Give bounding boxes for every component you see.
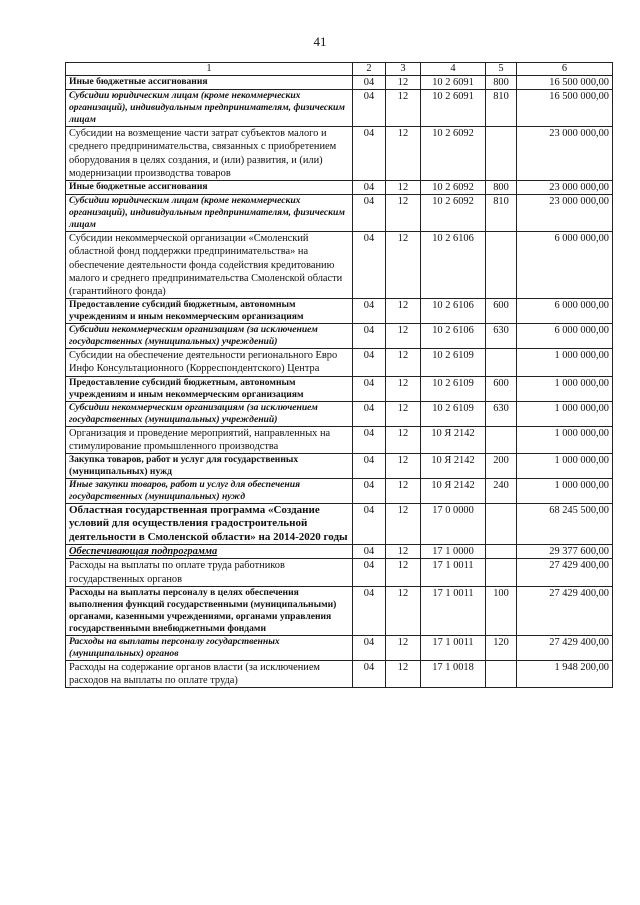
expense-type-code: 600 xyxy=(486,299,517,324)
subsection-code: 12 xyxy=(386,195,421,232)
item-name: Субсидии юридическим лицам (кроме некоммерческих организаций), индивидуальным предпринимателям, физическим лицам xyxy=(66,90,353,127)
section-code: 04 xyxy=(353,376,386,401)
table-row xyxy=(66,454,613,479)
expense-type-code: 100 xyxy=(486,586,517,635)
item-name: Расходы на выплаты персоналу государственных (муниципальных) органов xyxy=(66,635,353,660)
item-name: Расходы на выплаты персоналу в целях обеспечения выполнения функций государственными (муниципальными) органами, казенными учреждениями, органами управления государственными внебюджетными фондами xyxy=(66,586,353,635)
subsection-code: 12 xyxy=(386,479,421,504)
expense-type-code xyxy=(486,660,517,687)
header-cell: 3 xyxy=(386,63,421,76)
item-name: Иные закупки товаров, работ и услуг для обеспечения государственных (муниципальных) нужд xyxy=(66,479,353,504)
amount: 6 000 000,00 xyxy=(517,232,613,299)
amount: 27 429 400,00 xyxy=(517,559,613,586)
target-article-code: 10 2 6092 xyxy=(421,195,486,232)
table-row xyxy=(66,376,613,401)
table-row xyxy=(66,426,613,453)
item-name: Субсидии юридическим лицам (кроме некоммерческих организаций), индивидуальным предпринимателям, физическим лицам xyxy=(66,195,353,232)
expense-type-code: 800 xyxy=(486,76,517,90)
subsection-code: 12 xyxy=(386,426,421,453)
section-code: 04 xyxy=(353,660,386,687)
amount: 1 000 000,00 xyxy=(517,454,613,479)
amount: 1 000 000,00 xyxy=(517,401,613,426)
amount: 23 000 000,00 xyxy=(517,181,613,195)
section-code: 04 xyxy=(353,181,386,195)
section-code: 04 xyxy=(353,232,386,299)
subsection-code: 12 xyxy=(386,545,421,559)
table-row xyxy=(66,324,613,349)
expense-type-code: 120 xyxy=(486,635,517,660)
expense-type-code: 630 xyxy=(486,324,517,349)
table-row xyxy=(66,559,613,586)
target-article-code: 10 2 6109 xyxy=(421,376,486,401)
subsection-code: 12 xyxy=(386,454,421,479)
item-name: Предоставление субсидий бюджетным, автономным учреждениям и иным некоммерческим организациям xyxy=(66,299,353,324)
page-number: 41 xyxy=(313,34,327,49)
item-name: Расходы на выплаты по оплате труда работников государственных органов xyxy=(66,559,353,586)
target-article-code: 17 0 0000 xyxy=(421,504,486,545)
subsection-code: 12 xyxy=(386,90,421,127)
target-article-code: 10 2 6109 xyxy=(421,349,486,376)
section-code: 04 xyxy=(353,90,386,127)
table-row xyxy=(66,90,613,127)
target-article-code: 17 1 0000 xyxy=(421,545,486,559)
amount: 6 000 000,00 xyxy=(517,299,613,324)
target-article-code: 10 2 6092 xyxy=(421,127,486,181)
subsection-code: 12 xyxy=(386,660,421,687)
expense-type-code: 200 xyxy=(486,454,517,479)
section-code: 04 xyxy=(353,635,386,660)
table-row xyxy=(66,586,613,635)
item-name: Субсидии некоммерческим организациям (за исключением государственных (муниципальных) учреждений) xyxy=(66,401,353,426)
section-code: 04 xyxy=(353,127,386,181)
subsection-code: 12 xyxy=(386,232,421,299)
item-name: Обеспечивающая подпрограмма xyxy=(66,545,353,559)
item-name: Субсидии на обеспечение деятельности регионального Евро Инфо Консультационного (Корреспондентского) Центра xyxy=(66,349,353,376)
expense-type-code xyxy=(486,504,517,545)
table-row xyxy=(66,545,613,559)
amount: 68 245 500,00 xyxy=(517,504,613,545)
amount: 1 000 000,00 xyxy=(517,479,613,504)
amount: 27 429 400,00 xyxy=(517,586,613,635)
subsection-code: 12 xyxy=(386,127,421,181)
section-code: 04 xyxy=(353,401,386,426)
expense-type-code xyxy=(486,545,517,559)
header-cell: 4 xyxy=(421,63,486,76)
budget-table xyxy=(65,62,613,688)
table-row xyxy=(66,479,613,504)
section-code: 04 xyxy=(353,76,386,90)
table-row xyxy=(66,181,613,195)
target-article-code: 10 Я 2142 xyxy=(421,479,486,504)
amount: 23 000 000,00 xyxy=(517,195,613,232)
section-code: 04 xyxy=(353,586,386,635)
expense-type-code xyxy=(486,127,517,181)
table-row xyxy=(66,660,613,687)
table-row xyxy=(66,635,613,660)
section-code: 04 xyxy=(353,324,386,349)
expense-type-code: 800 xyxy=(486,181,517,195)
target-article-code: 10 2 6091 xyxy=(421,90,486,127)
item-name: Расходы на содержание органов власти (за исключением расходов на выплаты по оплате труда) xyxy=(66,660,353,687)
item-name: Иные бюджетные ассигнования xyxy=(66,181,353,195)
table-row xyxy=(66,127,613,181)
subsection-code: 12 xyxy=(386,324,421,349)
target-article-code: 10 Я 2142 xyxy=(421,454,486,479)
section-code: 04 xyxy=(353,299,386,324)
subsection-code: 12 xyxy=(386,504,421,545)
item-name: Предоставление субсидий бюджетным, автономным учреждениям и иным некоммерческим организациям xyxy=(66,376,353,401)
amount: 1 000 000,00 xyxy=(517,376,613,401)
item-name: Закупка товаров, работ и услуг для государственных (муниципальных) нужд xyxy=(66,454,353,479)
target-article-code: 17 1 0011 xyxy=(421,635,486,660)
target-article-code: 10 Я 2142 xyxy=(421,426,486,453)
amount: 27 429 400,00 xyxy=(517,635,613,660)
header-cell: 1 xyxy=(66,63,353,76)
section-code: 04 xyxy=(353,559,386,586)
section-code: 04 xyxy=(353,426,386,453)
table-row xyxy=(66,76,613,90)
header-cell: 6 xyxy=(517,63,613,76)
subsection-code: 12 xyxy=(386,181,421,195)
section-code: 04 xyxy=(353,545,386,559)
target-article-code: 17 1 0018 xyxy=(421,660,486,687)
header-cell: 5 xyxy=(486,63,517,76)
header-cell: 2 xyxy=(353,63,386,76)
expense-type-code: 630 xyxy=(486,401,517,426)
expense-type-code: 810 xyxy=(486,195,517,232)
subsection-code: 12 xyxy=(386,376,421,401)
target-article-code: 10 2 6106 xyxy=(421,324,486,349)
section-code: 04 xyxy=(353,454,386,479)
amount: 1 948 200,00 xyxy=(517,660,613,687)
item-name: Организация и проведение мероприятий, направленных на стимулирование промышленного производства xyxy=(66,426,353,453)
target-article-code: 10 2 6091 xyxy=(421,76,486,90)
table-row xyxy=(66,349,613,376)
amount: 1 000 000,00 xyxy=(517,426,613,453)
target-article-code: 10 2 6106 xyxy=(421,299,486,324)
item-name: Субсидии некоммерческим организациям (за исключением государственных (муниципальных) учреждений) xyxy=(66,324,353,349)
section-code: 04 xyxy=(353,349,386,376)
amount: 29 377 600,00 xyxy=(517,545,613,559)
expense-type-code xyxy=(486,426,517,453)
amount: 1 000 000,00 xyxy=(517,349,613,376)
expense-type-code: 240 xyxy=(486,479,517,504)
header-row xyxy=(66,63,613,76)
target-article-code: 17 1 0011 xyxy=(421,559,486,586)
expense-type-code xyxy=(486,232,517,299)
subsection-code: 12 xyxy=(386,635,421,660)
item-name: Иные бюджетные ассигнования xyxy=(66,76,353,90)
amount: 16 500 000,00 xyxy=(517,76,613,90)
subsection-code: 12 xyxy=(386,76,421,90)
item-name: Субсидии на возмещение части затрат субъектов малого и среднего предпринимательства, связанных с приобретением оборудования в целях создания, и (или) развития, и (или) модернизации производства товаров xyxy=(66,127,353,181)
subsection-code: 12 xyxy=(386,586,421,635)
target-article-code: 10 2 6109 xyxy=(421,401,486,426)
table-row xyxy=(66,504,613,545)
table-row xyxy=(66,401,613,426)
table-row xyxy=(66,299,613,324)
item-name: Областная государственная программа «Создание условий для осуществления градостроительной деятельности в Смоленской области» на 2014-2020 годы xyxy=(66,504,353,545)
section-code: 04 xyxy=(353,195,386,232)
expense-type-code xyxy=(486,349,517,376)
subsection-code: 12 xyxy=(386,401,421,426)
expense-type-code: 810 xyxy=(486,90,517,127)
amount: 16 500 000,00 xyxy=(517,90,613,127)
section-code: 04 xyxy=(353,504,386,545)
expense-type-code xyxy=(486,559,517,586)
target-article-code: 10 2 6092 xyxy=(421,181,486,195)
target-article-code: 10 2 6106 xyxy=(421,232,486,299)
amount: 23 000 000,00 xyxy=(517,127,613,181)
subsection-code: 12 xyxy=(386,349,421,376)
expense-type-code: 600 xyxy=(486,376,517,401)
section-code: 04 xyxy=(353,479,386,504)
subsection-code: 12 xyxy=(386,299,421,324)
target-article-code: 17 1 0011 xyxy=(421,586,486,635)
table-row xyxy=(66,232,613,299)
item-name: Субсидии некоммерческой организации «Смоленский областной фонд поддержки предпринимательства» на обеспечение деятельности фонда содействия кредитованию малого и среднего предпринимательства Смоленской области (гарантийного фонда) xyxy=(66,232,353,299)
table-row xyxy=(66,195,613,232)
subsection-code: 12 xyxy=(386,559,421,586)
amount: 6 000 000,00 xyxy=(517,324,613,349)
